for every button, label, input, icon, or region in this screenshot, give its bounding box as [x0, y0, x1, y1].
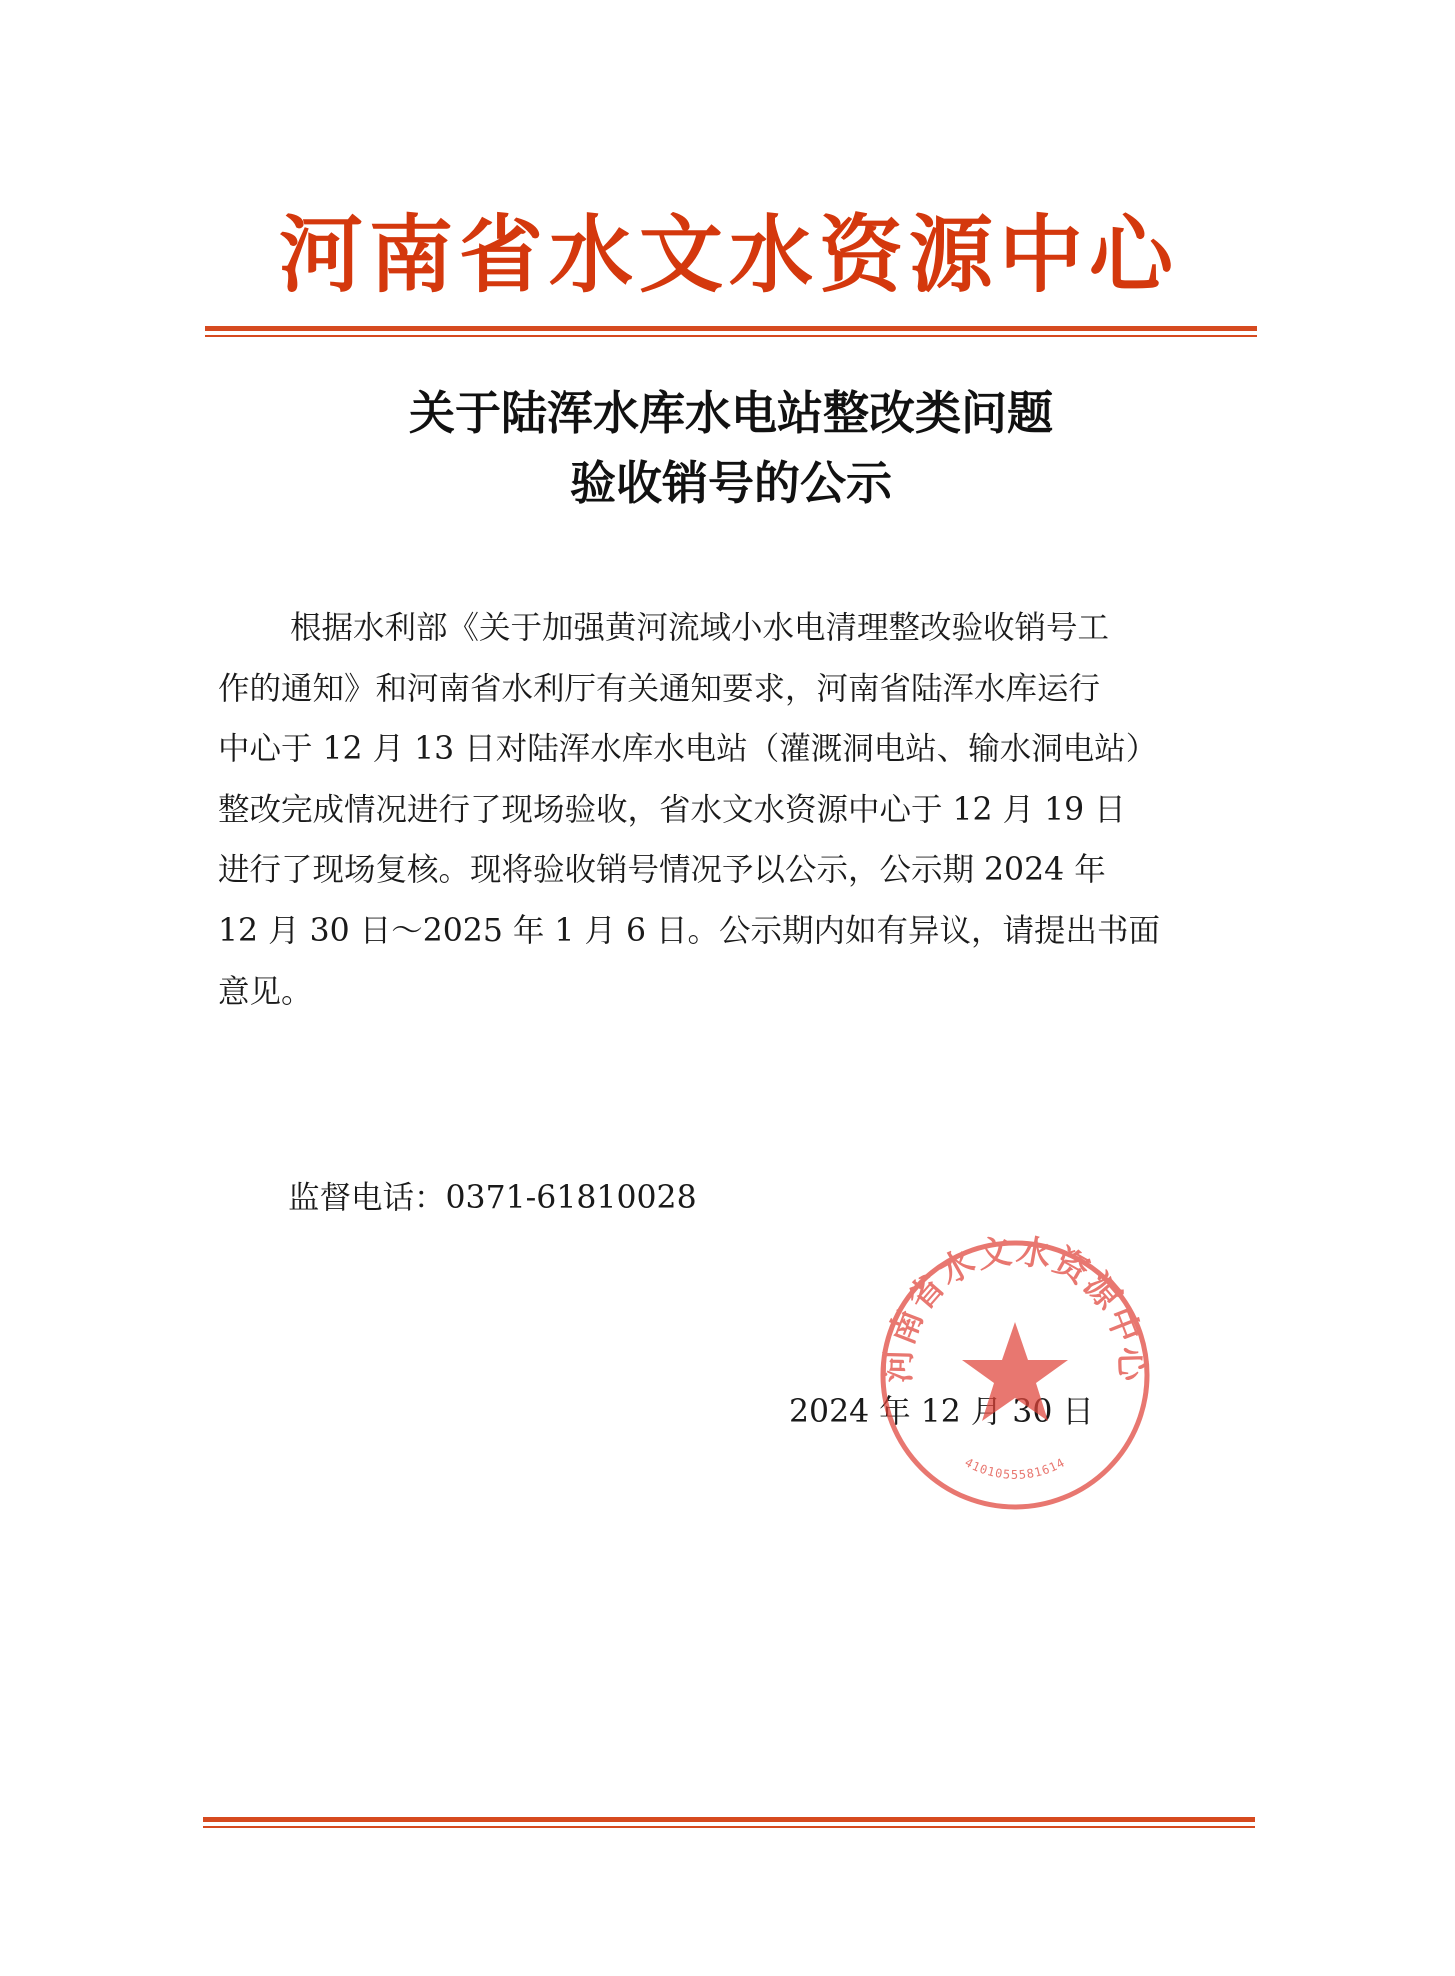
footer-rule-thin	[203, 1826, 1255, 1828]
issue-date: 2024 年 12 月 30 日	[789, 1394, 1094, 1430]
masthead-rule-thick	[205, 326, 1257, 331]
body-line-3: 中心于 12 月 13 日对陆浑水库水电站（灌溉洞电站、输水洞电站）	[218, 731, 1158, 768]
seal-ring-text: 河南省水文水资源中心	[878, 1230, 1152, 1384]
masthead-org-name: 河南省水文水资源中心	[278, 205, 1179, 304]
notice-title	[205, 378, 1257, 518]
body-line-7: 意见。	[218, 973, 313, 1010]
notice-body	[218, 598, 1258, 1022]
notice-title-line-2: 验收销号的公示	[570, 456, 892, 510]
body-line-5: 进行了现场复核。现将验收销号情况予以公示，公示期 2024 年	[218, 852, 1106, 889]
body-line-4: 整改完成情况进行了现场验收，省水文水资源中心于 12 月 19 日	[218, 791, 1126, 828]
body-line-1: 根据水利部《关于加强黄河流域小水电清理整改验收销号工	[290, 610, 1110, 646]
body-line-6: 12 月 30 日～2025 年 1 月 6 日。公示期内如有异议，请提出书面	[218, 912, 1161, 949]
seal-star	[962, 1322, 1068, 1421]
official-seal-stamp	[870, 1230, 1160, 1520]
seal-serial: 4101055581614	[962, 1455, 1068, 1482]
notice-title-line-1: 关于陆浑水库水电站整改类问题	[409, 386, 1053, 440]
footer-rule-thick	[203, 1817, 1255, 1822]
body-line-2: 作的通知》和河南省水利厅有关通知要求，河南省陆浑水库运行	[218, 670, 1101, 707]
masthead-rule-thin	[205, 335, 1257, 337]
supervision-phone: 监督电话：0371-61810028	[288, 1180, 697, 1216]
